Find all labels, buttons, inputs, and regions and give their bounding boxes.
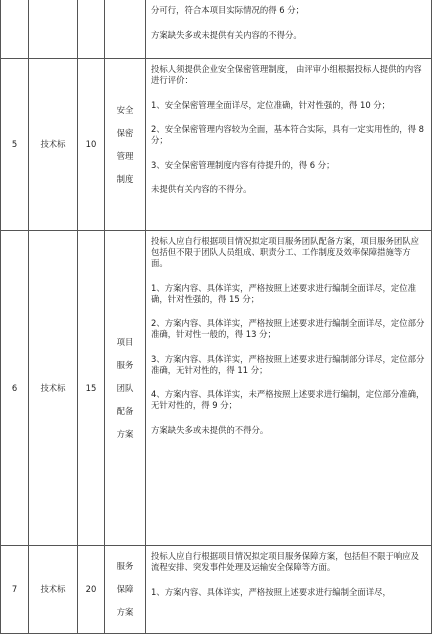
table-row — [1, 231, 432, 546]
row-criteria — [146, 546, 432, 634]
row-criteria — [146, 231, 432, 546]
row-score: 15 — [78, 231, 105, 546]
row-category — [105, 0, 146, 59]
criteria-line: 4、方案内容、具体详实，未严格按照上述要求进行编制，定位部分准确，无针对性的，得 9 分； — [151, 389, 425, 410]
category-label: 项目服务团队配备方案 — [116, 336, 134, 439]
row-category — [105, 231, 146, 546]
table-row — [1, 546, 432, 634]
table-row — [1, 59, 432, 231]
row-category — [105, 546, 146, 634]
row-number: 7 — [1, 546, 29, 634]
table-row — [1, 0, 432, 59]
criteria-line: 1、方案内容、具体详实，严格按照上述要求进行编制全面详尽， — [151, 586, 391, 597]
criteria-line: 未提供有关内容的不得分。 — [151, 184, 252, 194]
row-number — [1, 0, 29, 59]
criteria-line: 2、安全保密管理内容较为全面，基本符合实际，具有一定实用性的，得 8 分； — [151, 124, 424, 145]
row-criteria — [146, 0, 432, 59]
criteria-line: 投标人应自行根据项目情况拟定项目服务保障方案，包括但不限于响应及流程安排、突发事件处理及运输安全保障等方面。 — [151, 551, 419, 572]
criteria-line: 3、安全保密管理制度内容有待提升的，得 6 分； — [151, 159, 335, 170]
criteria-line: 1、方案内容、具体详实，严格按照上述要求进行编制全面详尽，定位准确，针对性强的，得 15 分； — [151, 282, 416, 304]
row-type: 技术标 — [29, 59, 78, 231]
category-label: 安全保密管理制度 — [116, 104, 134, 184]
row-type: 技术标 — [29, 546, 78, 634]
criteria-line: 2、方案内容、具体详实，严格按照上述要求进行编制全面详尽，定位部分准确，针对性一般的，得 13 分； — [151, 318, 425, 339]
row-criteria — [146, 59, 432, 231]
criteria-line: 方案缺失多或未提供有关内容的不得分。 — [151, 29, 302, 40]
row-score — [78, 0, 105, 59]
row-category — [105, 59, 146, 231]
row-score: 10 — [78, 59, 105, 231]
category-label: 服务保障方案 — [116, 561, 134, 617]
criteria-line: 1、安全保密管理全面详尽，定位准确，针对性强的，得 10 分； — [151, 99, 391, 110]
criteria-line: 分可行，符合本项目实际情况的得 6 分； — [151, 5, 305, 15]
row-type: 技术标 — [29, 231, 78, 546]
criteria-line: 投标人须提供企业安全保密管理制度， 由评审小组根据投标人提供的内容进行评价： — [151, 64, 422, 85]
row-number: 6 — [1, 231, 29, 546]
criteria-line: 投标人应自行根据项目情况拟定项目服务团队配备方案，项目服务团队应包括但不限于团队人员组成、职责分工、工作制度及效率保障措施等方面。 — [151, 236, 419, 268]
row-score: 20 — [78, 546, 105, 634]
criteria-line: 方案缺失多或未提供的不得分。 — [151, 424, 269, 435]
row-number: 5 — [1, 59, 29, 231]
row-type — [29, 0, 78, 59]
criteria-line: 3、方案内容、具体详实，严格按照上述要求进行编制部分详尽，定位部分准确，无针对性的，得 11 分； — [151, 353, 425, 375]
